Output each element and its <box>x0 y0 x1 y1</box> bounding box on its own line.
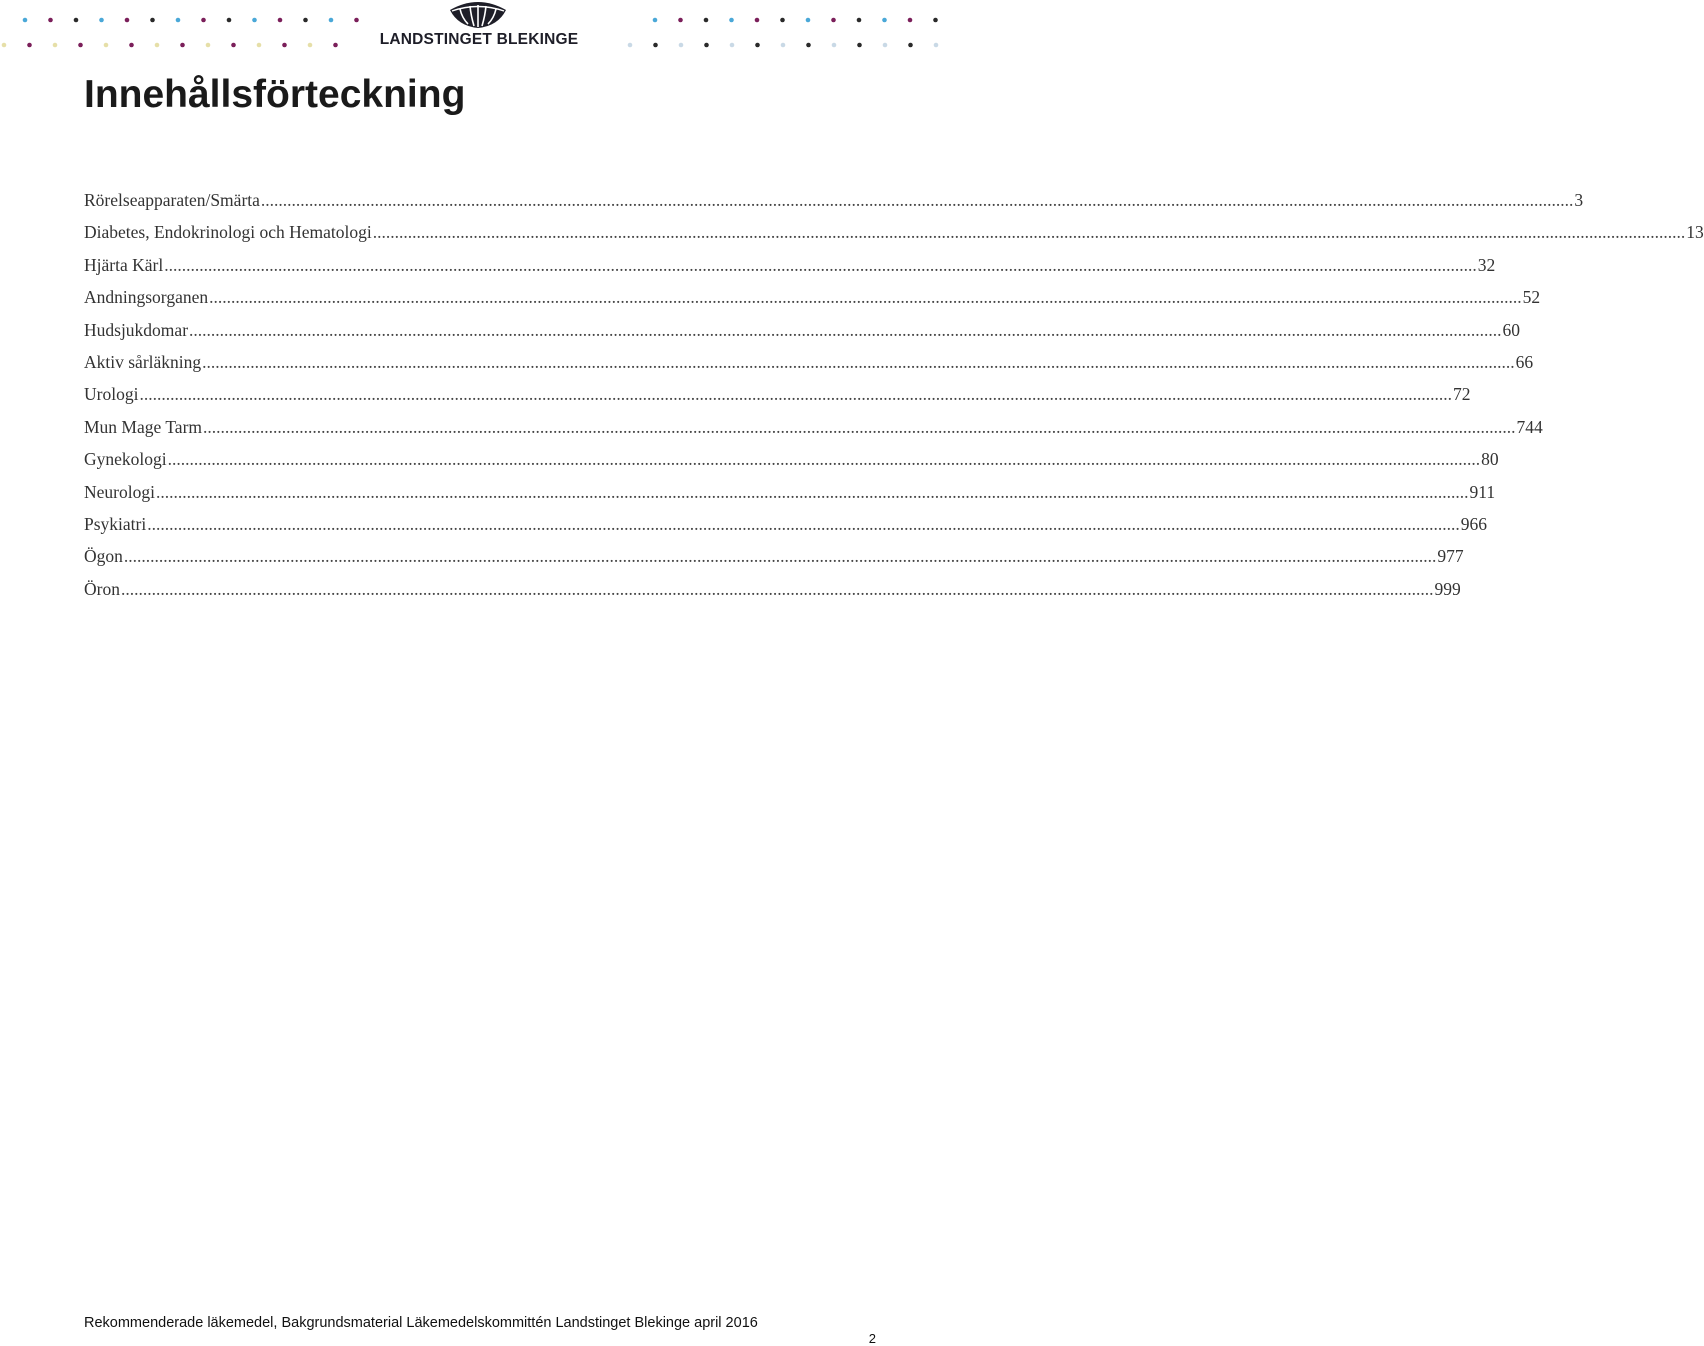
decorative-dot <box>104 43 109 48</box>
decorative-dot <box>227 18 232 23</box>
decorative-dot <box>155 43 160 48</box>
toc-dot-leader: ............................................................................................................................................................................................................................................................................................................ <box>139 384 1452 405</box>
toc-entry-label: Hudsjukdomar <box>84 319 189 340</box>
decorative-dot <box>99 18 104 23</box>
toc-entry[interactable] <box>84 350 1534 382</box>
decorative-dot <box>333 43 338 48</box>
decorative-dot <box>2 43 7 48</box>
toc-entry[interactable] <box>84 415 1543 447</box>
toc-dot-leader: ............................................................................................................................................................................................................................................................................................................ <box>164 254 1477 275</box>
decorative-dot <box>628 43 633 48</box>
toc-dot-leader: ............................................................................................................................................................................................................................................................................................................ <box>123 546 1437 567</box>
decorative-dot <box>831 18 836 23</box>
table-of-contents <box>84 188 1704 609</box>
logo-text: LANDSTINGET BLEKINGE <box>379 31 579 48</box>
decorative-dot <box>176 18 181 23</box>
landstinget-blekinge-logo <box>374 0 584 52</box>
decorative-dot <box>257 43 262 48</box>
decorative-dot <box>729 18 734 23</box>
decorative-dot <box>806 43 811 48</box>
toc-entry[interactable] <box>84 480 1496 512</box>
decorative-dot <box>678 18 683 23</box>
decorative-dot <box>48 18 53 23</box>
toc-entry[interactable] <box>84 318 1521 350</box>
toc-entry-page: 80 <box>1481 449 1499 470</box>
decorative-dot <box>23 18 28 23</box>
toc-entry[interactable] <box>84 577 1461 609</box>
decorative-dot <box>150 18 155 23</box>
decorative-dot <box>74 18 79 23</box>
decorative-dot <box>679 43 684 48</box>
toc-entry-page: 66 <box>1515 351 1534 372</box>
toc-entry[interactable] <box>84 220 1704 252</box>
decorative-dot <box>755 18 760 23</box>
decorative-dot <box>653 18 658 23</box>
decorative-dot <box>252 18 257 23</box>
toc-entry-page: 911 <box>1469 481 1496 502</box>
toc-entry-page: 977 <box>1437 546 1464 567</box>
page-title: Innehållsförteckning <box>84 73 466 116</box>
decorative-dot <box>278 18 283 23</box>
toc-entry-label: Hjärta Kärl <box>84 254 164 275</box>
toc-entry-page: 72 <box>1452 384 1471 405</box>
toc-entry[interactable] <box>84 544 1464 576</box>
toc-entry[interactable] <box>84 447 1499 479</box>
decorative-dot <box>908 18 913 23</box>
toc-entry-page: 13 <box>1686 222 1704 243</box>
decorative-dot <box>857 18 862 23</box>
toc-entry-label: Andningsorganen <box>84 287 209 308</box>
toc-dot-leader: ............................................................................................................................................................................................................................................................................................................ <box>147 513 1460 534</box>
toc-entry-page: 3 <box>1574 190 1584 210</box>
toc-entry[interactable] <box>84 512 1487 544</box>
decorative-dot <box>129 43 134 48</box>
page-header <box>0 0 960 60</box>
toc-dot-leader: ............................................................................................................................................................................................................................................................................................................ <box>203 416 1516 437</box>
decorative-dot <box>303 18 308 23</box>
decorative-dot <box>27 43 32 48</box>
toc-dot-leader: ............................................................................................................................................................................................................................................................................................................ <box>189 319 1502 340</box>
toc-entry-label: Aktiv sårläkning <box>84 351 202 372</box>
toc-dot-leader: ............................................................................................................................................................................................................................................................................................................ <box>260 190 1574 210</box>
toc-entry-label: Psykiatri <box>84 513 147 534</box>
decorative-dot <box>53 43 58 48</box>
decorative-dot <box>933 18 938 23</box>
footer-text: Rekommenderade läkemedel, Bakgrundsmaterial Läkemedelskommittén Landstinget Blekinge april 2016 <box>84 1315 758 1331</box>
toc-entry-page: 52 <box>1522 287 1541 308</box>
decorative-dot <box>780 18 785 23</box>
decorative-dot <box>730 43 735 48</box>
toc-entry[interactable] <box>84 382 1471 414</box>
decorative-dot <box>806 18 811 23</box>
toc-dot-leader: ............................................................................................................................................................................................................................................................................................................ <box>372 222 1686 243</box>
decorative-dot <box>78 43 83 48</box>
decorative-dot <box>354 18 359 23</box>
toc-entry-page: 744 <box>1516 416 1543 437</box>
decorative-dot <box>231 43 236 48</box>
page-number: 2 <box>868 1331 876 1346</box>
decorative-dot <box>653 43 658 48</box>
decorative-dot <box>832 43 837 48</box>
toc-dot-leader: ............................................................................................................................................................................................................................................................................................................ <box>209 287 1522 308</box>
decorative-dot <box>125 18 130 23</box>
toc-entry[interactable] <box>84 253 1496 285</box>
toc-entry[interactable] <box>84 188 1584 220</box>
toc-entry-label: Gynekologi <box>84 449 167 470</box>
toc-entry-page: 32 <box>1477 254 1496 275</box>
decorative-dot <box>755 43 760 48</box>
decorative-dot <box>882 18 887 23</box>
toc-entry-label: Öron <box>84 578 120 599</box>
toc-entry[interactable] <box>84 285 1541 317</box>
decorative-dot <box>704 43 709 48</box>
toc-entry-page: 966 <box>1460 513 1487 534</box>
toc-dot-leader: ............................................................................................................................................................................................................................................................................................................ <box>155 481 1469 502</box>
toc-entry-label: Neurologi <box>84 481 155 502</box>
decorative-dot <box>329 18 334 23</box>
decorative-dot <box>704 18 709 23</box>
decorative-dot <box>908 43 913 48</box>
toc-entry-page: 60 <box>1502 319 1521 340</box>
toc-entry-label: Diabetes, Endokrinologi och Hematologi <box>84 222 372 243</box>
toc-entry-label: Urologi <box>84 384 139 405</box>
decorative-dot <box>308 43 313 48</box>
decorative-dot <box>282 43 287 48</box>
toc-dot-leader: ............................................................................................................................................................................................................................................................................................................ <box>167 449 1481 470</box>
toc-entry-label: Ögon <box>84 546 123 567</box>
decorative-dot <box>781 43 786 48</box>
decorative-dot <box>180 43 185 48</box>
toc-entry-label: Mun Mage Tarm <box>84 416 203 437</box>
toc-dot-leader: ............................................................................................................................................................................................................................................................................................................ <box>120 578 1434 599</box>
toc-entry-page: 999 <box>1434 578 1461 599</box>
decorative-dot <box>934 43 939 48</box>
decorative-dot <box>201 18 206 23</box>
decorative-dot <box>857 43 862 48</box>
toc-dot-leader: ............................................................................................................................................................................................................................................................................................................ <box>202 351 1515 372</box>
ship-emblem-icon <box>448 0 508 32</box>
decorative-dot <box>883 43 888 48</box>
decorative-dot <box>206 43 211 48</box>
toc-entry-label: Rörelseapparaten/Smärta <box>84 190 260 210</box>
